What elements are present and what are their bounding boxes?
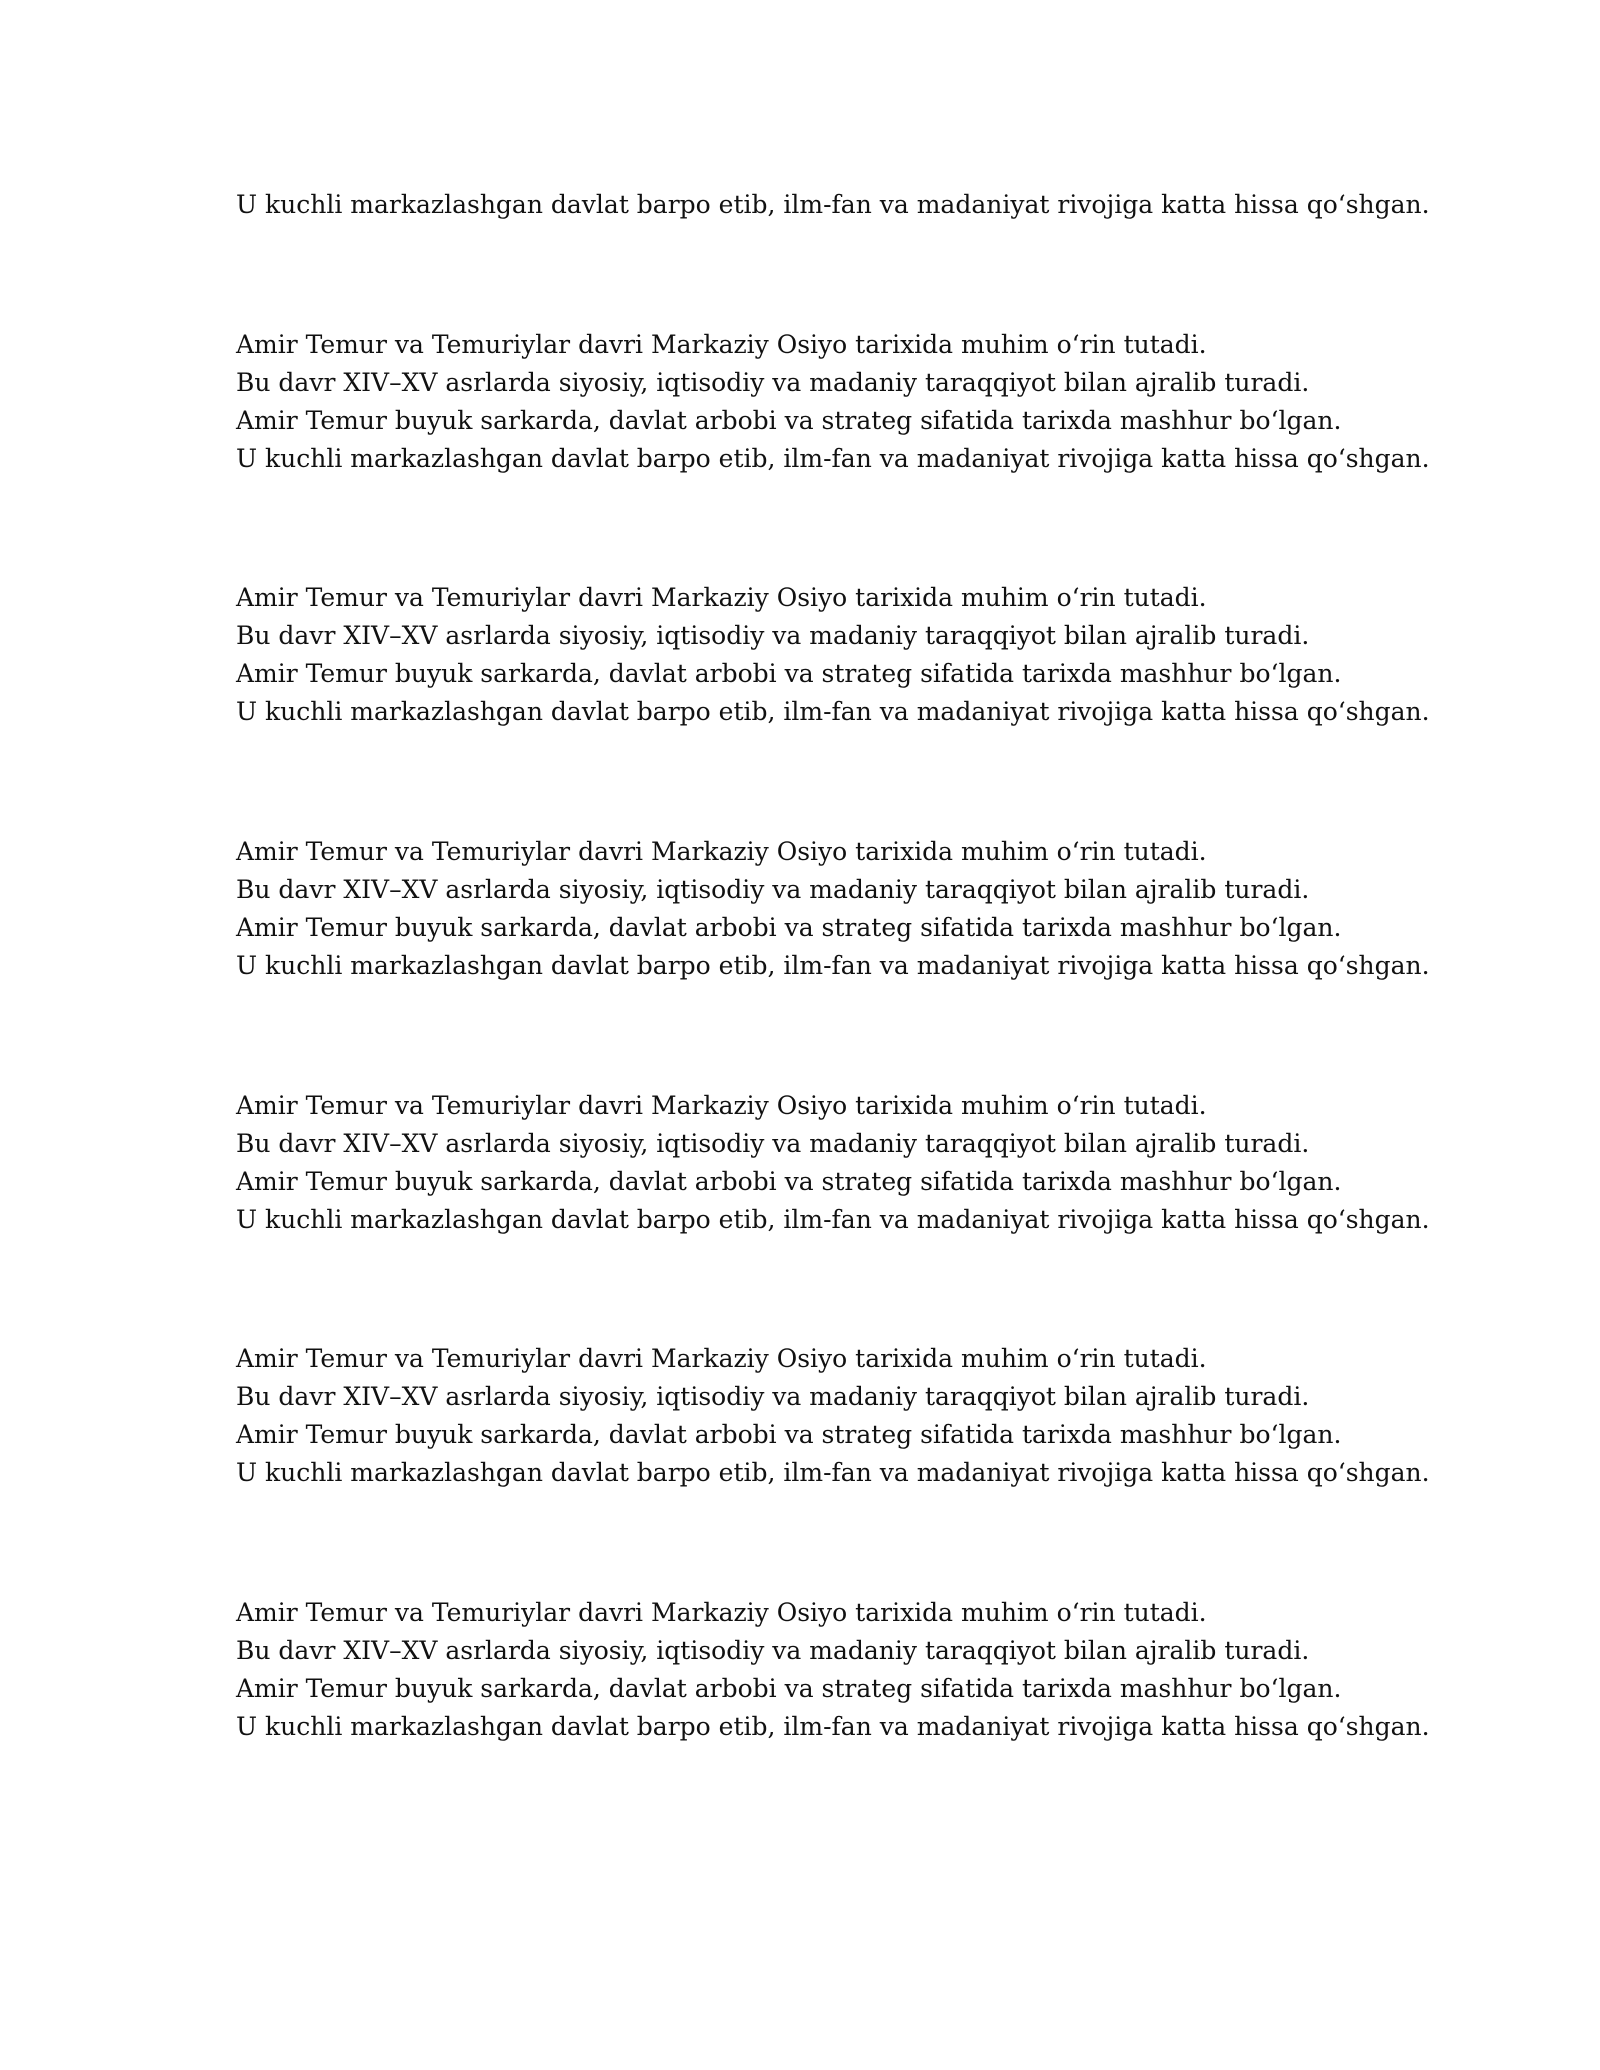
text-line: Amir Temur va Temuriylar davri Markaziy Osiyo tarixida muhim o‘rin tutadi. (236, 1091, 1207, 1120)
paragraph-6 (236, 1594, 1436, 1746)
text-line: Amir Temur va Temuriylar davri Markaziy Osiyo tarixida muhim o‘rin tutadi. (236, 837, 1207, 866)
text-line: Amir Temur buyuk sarkarda, davlat arbobi va strateg sifatida tarixda mashhur bo‘lgan. (236, 406, 1342, 435)
text-line: Amir Temur buyuk sarkarda, davlat arbobi va strateg sifatida tarixda mashhur bo‘lgan. (236, 659, 1342, 688)
text-line: Amir Temur va Temuriylar davri Markaziy Osiyo tarixida muhim o‘rin tutadi. (236, 1598, 1207, 1627)
paragraph-4 (236, 1087, 1436, 1239)
text-line: U kuchli markazlashgan davlat barpo etib, ilm-fan va madaniyat rivojiga katta hissa qo‘shgan. (236, 1458, 1430, 1487)
text-line: Bu davr XIV–XV asrlarda siyosiy, iqtisodiy va madaniy taraqqiyot bilan ajralib turadi. (236, 1636, 1310, 1665)
paragraph-5 (236, 1340, 1436, 1492)
text-line: Bu davr XIV–XV asrlarda siyosiy, iqtisodiy va madaniy taraqqiyot bilan ajralib turadi. (236, 875, 1310, 904)
text-line: Amir Temur buyuk sarkarda, davlat arbobi va strateg sifatida tarixda mashhur bo‘lgan. (236, 913, 1342, 942)
paragraph-1 (236, 326, 1436, 478)
text-line: Amir Temur va Temuriylar davri Markaziy Osiyo tarixida muhim o‘rin tutadi. (236, 330, 1207, 359)
text-line: U kuchli markazlashgan davlat barpo etib, ilm-fan va madaniyat rivojiga katta hissa qo‘shgan. (236, 444, 1430, 473)
text-line: Amir Temur buyuk sarkarda, davlat arbobi va strateg sifatida tarixda mashhur bo‘lgan. (236, 1420, 1342, 1449)
text-line: Bu davr XIV–XV asrlarda siyosiy, iqtisodiy va madaniy taraqqiyot bilan ajralib turadi. (236, 368, 1310, 397)
text-line: Amir Temur va Temuriylar davri Markaziy Osiyo tarixida muhim o‘rin tutadi. (236, 1344, 1207, 1373)
text-line: U kuchli markazlashgan davlat barpo etib, ilm-fan va madaniyat rivojiga katta hissa qo‘shgan. (236, 1205, 1430, 1234)
text-line: U kuchli markazlashgan davlat barpo etib, ilm-fan va madaniyat rivojiga katta hissa qo‘shgan. (236, 697, 1430, 726)
text-line: Amir Temur buyuk sarkarda, davlat arbobi va strateg sifatida tarixda mashhur bo‘lgan. (236, 1674, 1342, 1703)
text-line: Amir Temur buyuk sarkarda, davlat arbobi va strateg sifatida tarixda mashhur bo‘lgan. (236, 1167, 1342, 1196)
text-line: Bu davr XIV–XV asrlarda siyosiy, iqtisodiy va madaniy taraqqiyot bilan ajralib turadi. (236, 1382, 1310, 1411)
text-line: Bu davr XIV–XV asrlarda siyosiy, iqtisodiy va madaniy taraqqiyot bilan ajralib turadi. (236, 1129, 1310, 1158)
text-line: Bu davr XIV–XV asrlarda siyosiy, iqtisodiy va madaniy taraqqiyot bilan ajralib turadi. (236, 621, 1310, 650)
text-line: U kuchli markazlashgan davlat barpo etib, ilm-fan va madaniyat rivojiga katta hissa qo‘shgan. (236, 1712, 1430, 1741)
text-line: U kuchli markazlashgan davlat barpo etib, ilm-fan va madaniyat rivojiga katta hissa qo‘shgan. (236, 951, 1430, 980)
paragraph-3 (236, 833, 1436, 985)
text-line: U kuchli markazlashgan davlat barpo etib, ilm-fan va madaniyat rivojiga katta hissa qo‘shgan. (236, 190, 1430, 219)
paragraph-0 (236, 186, 1436, 224)
text-line: Amir Temur va Temuriylar davri Markaziy Osiyo tarixida muhim o‘rin tutadi. (236, 583, 1207, 612)
paragraph-2 (236, 579, 1436, 731)
